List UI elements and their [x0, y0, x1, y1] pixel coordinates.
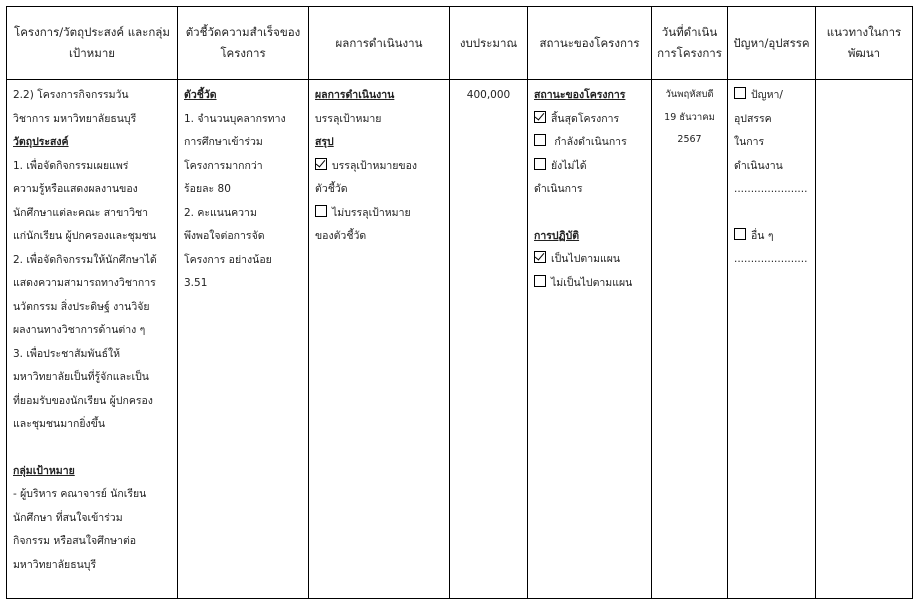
problem-label-cont: ดำเนินงาน — [734, 159, 783, 172]
problem-checkbox[interactable] — [734, 87, 746, 99]
practice-heading: การปฏิบัติ — [534, 229, 580, 242]
problem-label: ปัญหา/ — [751, 89, 783, 101]
header-status: สถานะของโครงการ — [528, 7, 652, 80]
header-indicator: ตัวชี้วัดความสำเร็จของโครงการ — [178, 7, 309, 80]
indicator-line: โครงการมากกว่า — [184, 159, 263, 172]
indicator-line: โครงการ อย่างน้อย — [184, 253, 272, 266]
indicator-line: 2. คะแนนความ — [184, 206, 257, 219]
target-line: - ผู้บริหาร คณาจารย์ นักเรียน — [13, 488, 147, 500]
achieved-checkbox[interactable] — [315, 158, 327, 170]
date-day-month: 19 ธันวาคม — [664, 111, 715, 123]
objective-line: นวัตกรรม สิ่งประดิษฐ์ งานวิจัย — [13, 300, 150, 313]
as-planned-option[interactable] — [534, 248, 645, 272]
indicator-line: พึงพอใจต่อการจัด — [184, 230, 265, 242]
other-option[interactable] — [734, 225, 809, 249]
objective-line: มหาวิทยาลัยเป็นที่รู้จักและเป็น — [13, 371, 149, 383]
objective-line: ความรู้หรือแสดงผลงานของ — [13, 183, 138, 195]
result-line: บรรลุเป้าหมาย — [315, 112, 382, 125]
indicator-line: ร้อยละ 80 — [184, 183, 231, 195]
objective-line: แสดงความสามารถทางวิชาการ — [13, 277, 156, 289]
header-date: วันที่ดำเนินการโครงการ — [652, 7, 728, 80]
problem-label-cont: ในการ — [734, 136, 765, 148]
not-started-label: ยังไม่ได้ — [551, 159, 587, 172]
objective-line: แก่นักเรียน ผู้ปกครองและชุมชน — [13, 230, 157, 242]
date-cell — [652, 80, 728, 599]
objective-line: 1. เพื่อจัดกิจกรรมเผยแพร่ — [13, 159, 129, 172]
target-heading: กลุ่มเป้าหมาย — [13, 464, 75, 477]
result-heading: ผลการดำเนินงาน — [315, 89, 395, 101]
achieved-label-cont: ตัวชี้วัด — [315, 183, 348, 195]
target-line: นักศึกษา ที่สนใจเข้าร่วม — [13, 511, 123, 524]
date-weekday: วันพฤหัสบดี — [665, 89, 714, 100]
in-progress-checkbox[interactable] — [534, 134, 546, 146]
header-problem: ปัญหา/อุปสรรค — [728, 7, 816, 80]
indicator-line: 1. จำนวนบุคลากรทาง — [184, 112, 286, 125]
objective-line: ที่ยอมรับของนักเรียน ผู้ปกครอง — [13, 394, 153, 407]
problem-option[interactable] — [734, 84, 809, 108]
table-row — [7, 80, 913, 599]
as-planned-label: เป็นไปตามแผน — [551, 253, 621, 265]
project-name-line: วิชาการ มหาวิทยาลัยธนบุรี — [13, 112, 137, 125]
status-cell — [528, 80, 652, 599]
objective-line: 3. เพื่อประชาสัมพันธ์ให้ — [13, 347, 121, 360]
problem-blank-line: ...................... — [734, 183, 808, 195]
project-name-line: 2.2) โครงการกิจกรรมวัน — [13, 89, 129, 101]
problem-label-cont: อุปสรรค — [734, 112, 772, 125]
objective-line: นักศึกษาแต่ละคณะ สาขาวิชา — [13, 206, 149, 219]
objective-heading: วัตถุประสงค์ — [13, 136, 69, 148]
other-label: อื่น ๆ — [751, 229, 774, 242]
status-heading: สถานะของโครงการ — [534, 89, 626, 101]
project-cell — [7, 80, 178, 599]
other-checkbox[interactable] — [734, 228, 746, 240]
objective-line: และชุมชนมากยิ่งขึ้น — [13, 418, 106, 430]
header-row — [7, 7, 913, 80]
objective-line: 2. เพื่อจัดกิจกรรมให้นักศึกษาได้ — [13, 253, 157, 266]
not-as-planned-checkbox[interactable] — [534, 275, 546, 287]
target-line: กิจกรรม หรือสนใจศึกษาต่อ — [13, 535, 137, 547]
not-as-planned-option[interactable] — [534, 272, 645, 296]
summary-heading: สรุป — [315, 136, 334, 148]
date-year: 2567 — [677, 134, 702, 145]
spacer — [734, 202, 809, 225]
other-blank-line: ...................... — [734, 253, 808, 265]
indicator-heading: ตัวชี้วัด — [184, 89, 217, 101]
not-achieved-checkbox[interactable] — [315, 205, 327, 217]
header-guideline: แนวทางในการพัฒนา — [816, 7, 913, 80]
indicator-cell — [178, 80, 309, 599]
spacer — [13, 437, 171, 460]
spacer — [534, 202, 645, 225]
in-progress-label: กำลังดำเนินการ — [554, 136, 627, 148]
budget-cell: 400,000 — [450, 80, 528, 599]
not-achieved-label-cont: ของตัวชี้วัด — [315, 230, 367, 242]
status-completed-option[interactable] — [534, 108, 645, 132]
header-result: ผลการดำเนินงาน — [309, 7, 450, 80]
not-achieved-label: ไม่บรรลุเป้าหมาย — [332, 206, 411, 219]
not-started-label-cont: ดำเนินการ — [534, 183, 583, 195]
header-project: โครงการ/วัตถุประสงค์ และกลุ่มเป้าหมาย — [7, 7, 178, 80]
completed-label: สิ้นสุดโครงการ — [551, 112, 620, 125]
not-as-planned-label: ไม่เป็นไปตามแผน — [551, 276, 633, 289]
as-planned-checkbox[interactable] — [534, 251, 546, 263]
objective-line: ผลงานทางวิชาการด้านต่าง ๆ — [13, 324, 146, 336]
not-started-checkbox[interactable] — [534, 158, 546, 170]
indicator-line: การศึกษาเข้าร่วม — [184, 136, 263, 148]
achieved-label: บรรลุเป้าหมายของ — [332, 159, 418, 172]
target-line: มหาวิทยาลัยธนบุรี — [13, 558, 97, 571]
report-table — [6, 6, 913, 599]
status-in-progress-option[interactable] — [534, 131, 645, 155]
status-not-started-option[interactable] — [534, 155, 645, 179]
achieved-option[interactable] — [315, 155, 443, 179]
header-budget: งบประมาณ — [450, 7, 528, 80]
guideline-cell — [816, 80, 913, 599]
not-achieved-option[interactable] — [315, 202, 443, 226]
completed-checkbox[interactable] — [534, 111, 546, 123]
result-cell — [309, 80, 450, 599]
problem-cell — [728, 80, 816, 599]
indicator-line: 3.51 — [184, 277, 208, 289]
